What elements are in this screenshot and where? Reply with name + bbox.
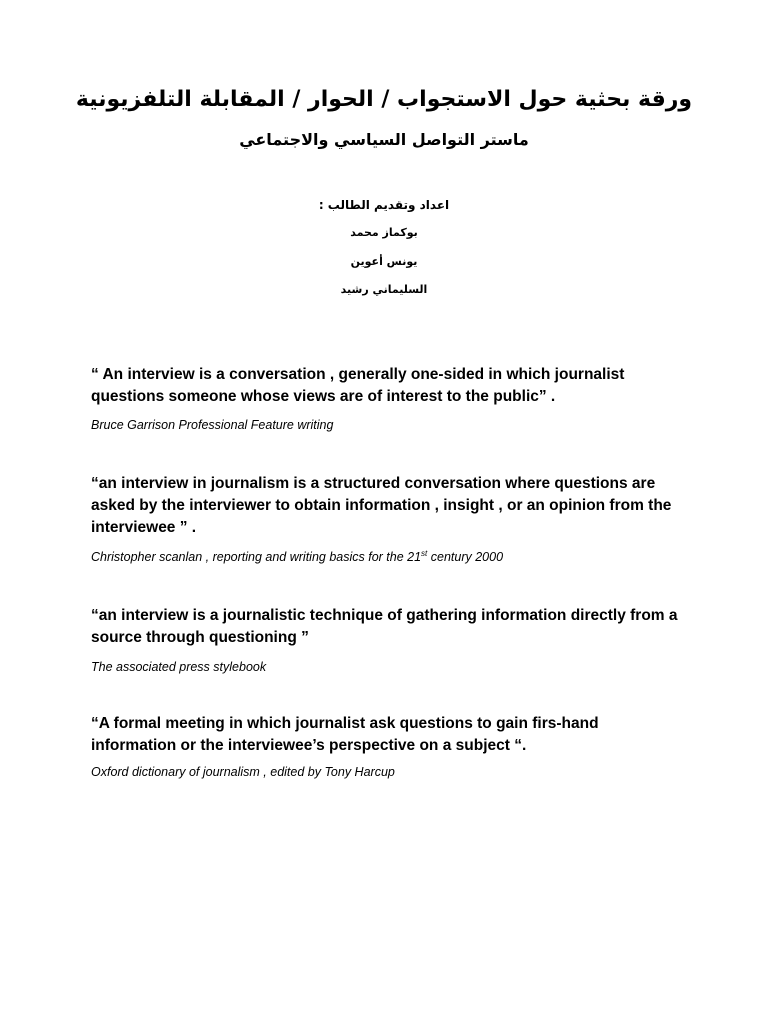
quote-text: “an interview in journalism is a structured conversation where questions are asked by the interviewer to obtain information , insight , or an opinion from the interviewee ” . xyxy=(91,475,672,536)
quote-source: Oxford dictionary of journalism , edited by Tony Harcup xyxy=(91,765,395,779)
quote-block xyxy=(91,364,681,434)
quote-block xyxy=(91,713,681,781)
quote-text: “A formal meeting in which journalist ask questions to gain firs-hand information or the interviewee’s perspective on a subject “. xyxy=(91,715,599,754)
authors-label: اعداد وتقديم الطالب : xyxy=(318,198,450,212)
quote-source-part: Christopher scanlan , reporting and writing basics for the 21 xyxy=(91,550,422,564)
author-name: يونس أعوين xyxy=(350,255,418,268)
quote-source: Bruce Garrison Professional Feature writing xyxy=(91,418,334,432)
page-subtitle: ماستر التواصل السياسي والاجتماعي xyxy=(239,130,529,149)
quote-text: “ An interview is a conversation , generally one-sided in which journalist questions someone whose views are of interest to the public” . xyxy=(91,366,625,405)
ordinal-superscript: st xyxy=(421,548,428,558)
quote-source-part: century 2000 xyxy=(427,550,504,564)
quote-block xyxy=(91,473,681,566)
quote-block xyxy=(91,605,681,676)
quote-source: The associated press stylebook xyxy=(91,660,267,674)
author-name: بوكماز محمد xyxy=(350,226,418,239)
quote-source xyxy=(91,548,681,566)
quote-text: “an interview is a journalistic technique of gathering information directly from a source through questioning ” xyxy=(91,607,678,646)
author-name: السليماني رشيد xyxy=(340,283,428,296)
page-title: ورقة بحثية حول الاستجواب / الحوار / المقابلة التلفزيونية xyxy=(75,87,693,112)
